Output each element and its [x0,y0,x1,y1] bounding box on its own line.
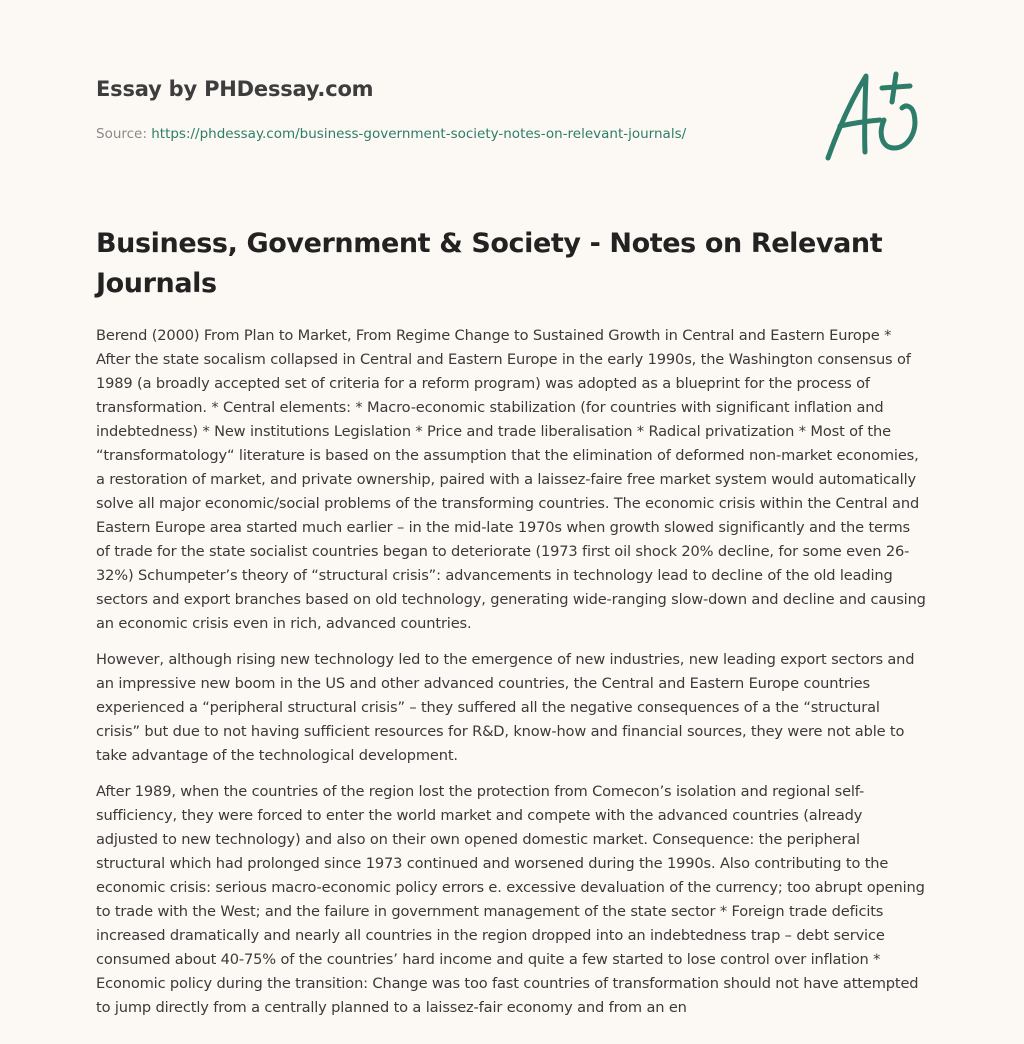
essay-paragraph: Berend (2000) From Plan to Market, From Regime Change to Sustained Growth in Central and Eastern Europe * After the state socalism collapsed in Central and Eastern Europe in the early 1990s, the Washington consensus of 1989 (a broadly accepted set of criteria for a reform program) was adopted as a blueprint for the process of transformation. * Central elements: * Macro-economic stabilization (for countries with significant inflation and indebtedness) * New institutions Legislation * Price and trade liberalisation * Radical privatization * Most of the “transformatology“ literature is based on the assumption that the elimination of deformed non-market economies, a restoration of market, and private ownership, paired with a laissez-faire free market system would automatically solve all major economic/social problems of the transforming countries. The economic crisis within the Central and Eastern Europe area started much earlier – in the mid-late 1970s when growth slowed significantly and the terms of trade for the state socialist countries began to deteriorate (1973 first oil shock 20% decline, for some even 26-32%) Schumpeter’s theory of “structural crisis”: advancements in technology lead to decline of the old leading sectors and export branches based on old technology, generating wide-ranging slow-down and decline and causing an economic crisis even in rich, advanced countries. [96,327,926,632]
source-line [96,124,796,144]
site-title: Essay by PHDessay.com [96,77,374,101]
page-header [96,74,796,144]
essay-content [96,224,928,1032]
source-label: Source: [96,126,147,142]
essay-title: Business, Government & Society - Notes on Relevant Journals [96,228,883,299]
source-link[interactable]: https://phdessay.com/business-government-society-notes-on-relevant-journals/ [151,126,687,142]
a-plus-icon [820,68,930,164]
essay-paragraph: However, although rising new technology led to the emergence of new industries, new leading export sectors and an impressive new boom in the US and other advanced countries, the Central and Eastern Europe countries experienced a “peripheral structural crisis” – they suffered all the negative consequences of a the “structural crisis” but due to not having sufficient resources for R&D, know-how and financial sources, they were not able to take advantage of the technological development. [96,651,915,764]
essay-paragraph: After 1989, when the countries of the region lost the protection from Comecon’s isolation and regional self-sufficiency, they were forced to enter the world market and compete with the advanced countries (already adjusted to new technology) and also on their own opened domestic market. Consequence: the peripheral structural which had prolonged since 1973 continued and worsened during the 1990s. Also contributing to the economic crisis: serious macro-economic policy errors e. excessive devaluation of the currency; too abrupt opening to trade with the West; and the failure in government management of the state sector * Foreign trade deficits increased dramatically and nearly all countries in the region dropped into an indebtedness trap – debt service consumed about 40-75% of the countries’ hard income and quite a few started to lose control over inflation * Economic policy during the transition: Change was too fast countries of transformation should not have attempted to jump directly from a centrally planned to a laissez-fair economy and from an en [96,783,925,1016]
